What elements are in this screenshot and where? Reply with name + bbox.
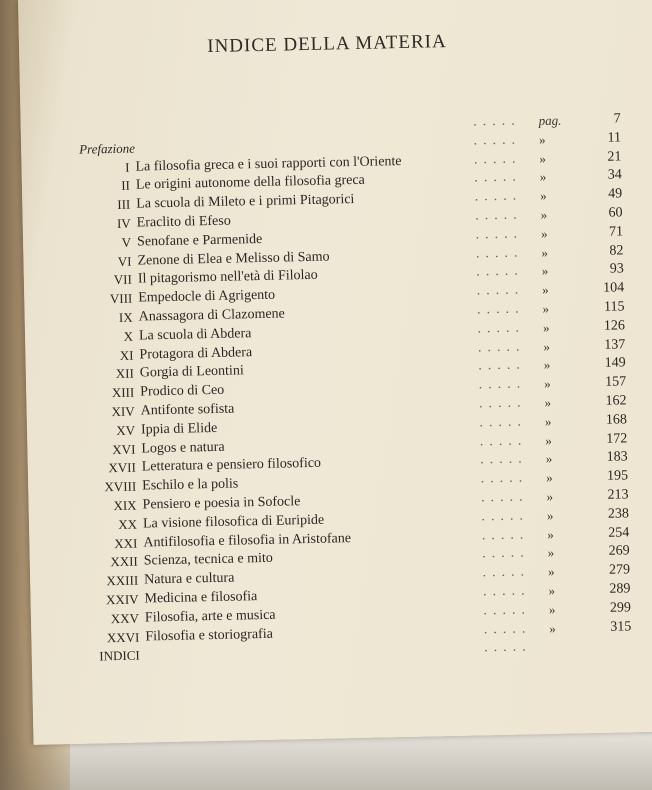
chapter-title: Protagora di Abdera (139, 344, 253, 363)
chapter-number: IX (118, 309, 133, 325)
leader-dots: ..... (478, 376, 527, 393)
chapter-number: VIII (109, 290, 133, 307)
page-mark: » (542, 300, 550, 317)
leader-dots: ..... (474, 169, 522, 186)
chapter-title: La visione filosofica di Euripide (142, 512, 325, 532)
page-number: 213 (607, 487, 629, 503)
page-number: 71 (608, 224, 624, 240)
page-number: 11 (607, 130, 622, 146)
leader-dots: ..... (484, 639, 532, 656)
page-number: 115 (603, 299, 625, 315)
leader-dots: ..... (474, 207, 523, 224)
page-mark: » (540, 206, 548, 223)
page-mark: » (545, 451, 553, 467)
page-mark: » (539, 169, 547, 185)
leader-dots: ..... (475, 245, 524, 262)
page-number: 157 (604, 374, 627, 390)
page-title: INDICE DELLA MATERIA (207, 31, 447, 58)
chapter-title: Il pitagorismo nell'età di Filolao (137, 268, 318, 287)
chapter-number: Prefazione (78, 140, 136, 157)
page-number (591, 638, 631, 639)
chapter-title: Anassagora di Clazomene (138, 306, 285, 325)
chapter-number: XXI (114, 535, 138, 551)
leader-dots: ..... (476, 263, 524, 280)
chapter-title: Scienza, tecnica e mito (143, 551, 273, 569)
chapter-title: Medicina e filosofia (144, 589, 258, 607)
page-mark: » (547, 564, 555, 580)
page-mark: » (548, 601, 556, 617)
chapter-number: X (123, 328, 134, 344)
page-number: 82 (609, 242, 624, 259)
leader-dots: ..... (478, 395, 527, 412)
chapter-title: La scuola di Abdera (138, 325, 252, 344)
leader-dots: ..... (476, 282, 525, 299)
chapter-number: VII (113, 272, 133, 288)
page-number: 168 (605, 412, 628, 428)
page-mark: » (546, 507, 554, 523)
leader-dots: ..... (476, 301, 525, 318)
page-number: 289 (609, 581, 631, 597)
leader-dots: ..... (479, 414, 528, 431)
chapter-number: II (121, 178, 131, 194)
page-number: 279 (608, 562, 631, 578)
chapter-title: Eschilo e la polis (142, 476, 239, 494)
page-number: 7 (613, 111, 621, 127)
leader-dots: ..... (477, 339, 526, 356)
page-mark: » (541, 263, 549, 279)
leader-dots: ..... (479, 432, 528, 449)
page-mark: pag. (538, 112, 562, 129)
chapter-title: La scuola di Mileto e i primi Pitagorici (136, 192, 355, 212)
chapter-number: III (117, 196, 131, 213)
chapter-number: XVIII (104, 478, 137, 495)
page-number: 269 (608, 543, 630, 560)
page-mark: » (538, 131, 546, 147)
leader-dots: ..... (481, 526, 530, 543)
page-number: 34 (607, 167, 622, 184)
chapter-title: Senofane e Parmenide (136, 231, 263, 250)
page-mark: » (548, 582, 556, 598)
leader-dots: ..... (473, 151, 522, 168)
chapter-title: Pensiero e poesia in Sofocle (142, 494, 301, 513)
page-number: 60 (608, 205, 623, 221)
chapter-number: XII (115, 366, 135, 382)
page-mark: » (545, 470, 553, 486)
page-number: 104 (603, 280, 625, 296)
page-mark: » (540, 188, 547, 204)
leader-dots: ..... (483, 602, 532, 619)
page-number: 183 (606, 449, 628, 466)
leader-dots: ..... (482, 545, 530, 562)
leader-dots: ..... (480, 489, 529, 506)
chapter-number: I (125, 159, 130, 175)
page-mark: » (539, 150, 547, 166)
chapter-number: XIII (111, 384, 135, 401)
chapter-title: Gorgia di Leontini (139, 363, 244, 381)
chapter-number: VI (117, 253, 132, 269)
leader-dots: ..... (480, 470, 529, 487)
chapter-title: Letteratura e pensiero filosofico (141, 456, 322, 475)
page-mark: » (542, 319, 550, 335)
chapter-title: Natura e cultura (144, 570, 235, 588)
leader-dots: ..... (472, 113, 521, 130)
chapter-title: Antifilosofia e filosofia in Aristofane (143, 530, 352, 551)
chapter-title: Antifonte sofista (140, 401, 235, 419)
chapter-number: XV (116, 422, 136, 438)
page-number: 254 (608, 524, 630, 541)
chapter-title: Ippia di Elide (140, 420, 218, 438)
leader-dots: ..... (477, 320, 526, 337)
table-of-contents (71, 111, 642, 668)
chapter-number: XXIII (106, 572, 139, 589)
page-mark: » (545, 432, 552, 448)
leader-dots: ..... (478, 357, 526, 374)
chapter-title: Zenone di Elea e Melisso di Samo (137, 249, 330, 269)
page-mark: » (543, 376, 551, 392)
page-mark: » (549, 620, 556, 636)
page-number: 172 (606, 430, 628, 447)
page-mark: » (543, 338, 551, 354)
page-mark: » (547, 526, 554, 542)
chapter-title: Filosofia e storiografia (145, 626, 274, 644)
page-mark: » (546, 488, 554, 504)
page-number: 162 (605, 393, 627, 409)
chapter-number: V (121, 234, 132, 250)
page-number: 21 (607, 148, 622, 165)
page-mark: » (547, 545, 555, 561)
page-mark: » (541, 244, 549, 260)
page-mark: » (544, 413, 552, 429)
chapter-number: XXIV (105, 591, 139, 608)
chapter-title: Le origini autonome della filosofia greca (135, 173, 366, 193)
page-mark: » (542, 282, 549, 298)
page-number: 49 (608, 186, 623, 202)
leader-dots: ..... (475, 226, 524, 243)
chapter-number: IV (116, 215, 131, 231)
leader-dots: ..... (474, 188, 523, 205)
chapter-title: Filosofia, arte e musica (144, 607, 276, 626)
page-number: 93 (609, 261, 624, 278)
leader-dots: ..... (480, 451, 528, 468)
chapter-number: XVII (108, 459, 136, 476)
chapter-number: XI (119, 347, 134, 363)
chapter-title: Empedocle di Agrigento (138, 287, 276, 306)
leader-dots: ..... (482, 564, 531, 581)
page-number: 137 (604, 336, 626, 353)
page-mark: » (544, 394, 552, 411)
page-number: 315 (610, 618, 632, 635)
page-number: 126 (603, 318, 626, 334)
chapter-number: INDICI (99, 647, 140, 664)
page-number: 149 (604, 355, 626, 372)
chapter-number: XX (118, 516, 138, 532)
chapter-number: XIV (111, 403, 135, 420)
chapter-number: XXII (110, 553, 138, 570)
chapter-number: XXVI (106, 629, 140, 645)
page-number: 299 (609, 600, 632, 616)
leader-dots: ..... (483, 620, 532, 637)
page-number: 195 (606, 468, 629, 484)
chapter-number: XVI (112, 441, 136, 457)
chapter-title: La filosofia greca e i suoi rapporti con l'Oriente (135, 153, 402, 175)
page-number: 238 (607, 506, 630, 522)
chapter-title: Eraclito di Efeso (136, 213, 231, 231)
chapter-number: XIX (113, 497, 137, 514)
page-mark: » (540, 225, 548, 241)
book-page (18, 0, 652, 745)
leader-dots: ..... (481, 508, 530, 525)
chapter-title: Prodico di Ceo (140, 382, 225, 400)
chapter-title: Logos e natura (141, 439, 225, 457)
chapter-number (71, 122, 129, 123)
page-mark: » (543, 357, 551, 373)
leader-dots: ..... (482, 583, 531, 600)
leader-dots: ..... (473, 132, 522, 149)
chapter-number: XXV (110, 610, 140, 626)
